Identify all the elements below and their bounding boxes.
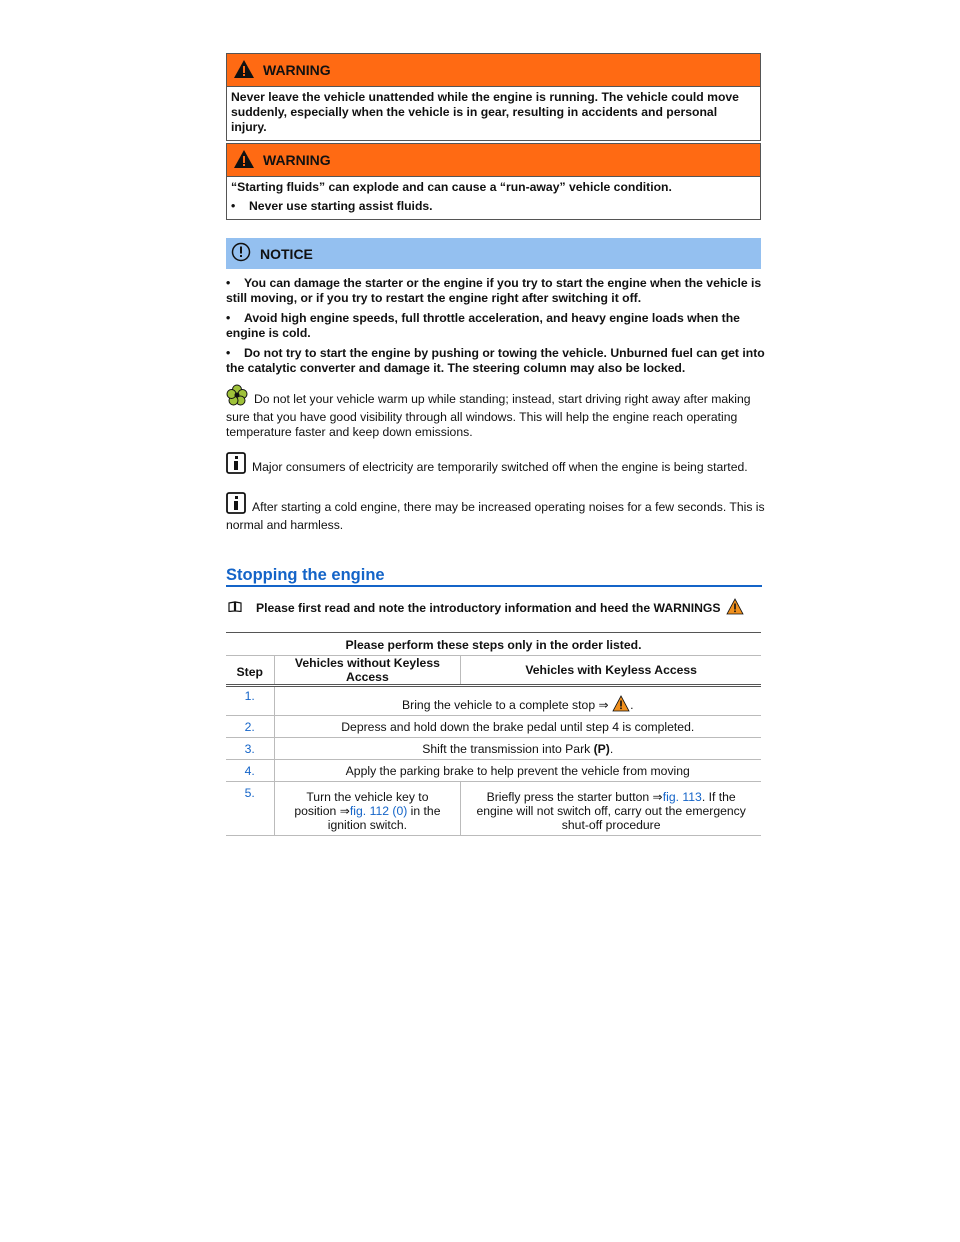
section-heading: Stopping the engine <box>226 566 385 584</box>
step-text: Depress and hold down the brake pedal until step 4 is completed. <box>274 716 761 738</box>
table-row <box>226 716 761 738</box>
info-note <box>226 452 766 478</box>
step-number: 3. <box>226 738 274 760</box>
list-item-text: Never use starting assist fluids. <box>249 199 433 213</box>
figure-link[interactable]: fig. 112 (0) <box>349 804 408 818</box>
list-item: • Do not try to start the engine by pushing or towing the vehicle. Unburned fuel can get into the catalytic converter and damage it. The steering column may also be locked. <box>226 346 765 375</box>
table-row <box>226 686 761 716</box>
info-icon <box>226 452 246 478</box>
warning-icon <box>233 149 255 172</box>
step-text: Apply the parking brake to help prevent the vehicle from moving <box>274 760 761 782</box>
list-item: • You can damage the starter or the engine if you try to start the engine when the vehicle is still moving, or if you try to restart the engine right after switching it off. <box>226 276 762 305</box>
warning-triangle-icon[interactable] <box>726 598 744 618</box>
warning-body <box>227 177 760 219</box>
step-text-pre: Briefly press the starter button ⇒ <box>486 790 663 804</box>
info-note-text: After starting a cold engine, there may be increased operating noises for a few seconds. This is normal and harmless. <box>226 500 765 532</box>
warning-triangle-icon[interactable] <box>612 695 630 715</box>
warning-box-1 <box>226 53 761 141</box>
list-item: • Avoid high engine speeds, full throttle acceleration, and heavy engine loads when the engine is cold. <box>226 311 740 340</box>
step-number: 1. <box>226 686 274 716</box>
step-text-pre: Bring the vehicle to a complete stop ⇒ <box>402 698 609 712</box>
table-header-row <box>226 656 761 686</box>
table-row <box>226 760 761 782</box>
list-item-text: Do not try to start the engine by pushing or towing the vehicle. Unburned fuel can get into the catalytic converter and damage it. The steering column may also be locked. <box>226 346 765 375</box>
header-step: Step <box>226 656 274 686</box>
step-text-post: . <box>630 698 634 712</box>
info-note-text: Major consumers of electricity are temporarily switched off when the engine is being started. <box>252 460 748 474</box>
step-text-post: . <box>609 742 614 756</box>
step-number: 4. <box>226 760 274 782</box>
warning-title: WARNING <box>263 152 331 168</box>
step-text <box>274 738 761 760</box>
table-row <box>226 738 761 760</box>
flower-icon <box>226 384 248 410</box>
info-note <box>226 492 766 533</box>
notice-title: NOTICE <box>260 245 313 262</box>
book-icon <box>228 601 242 615</box>
intro-line <box>226 598 744 618</box>
step-text-pre: Turn the vehicle key to position ⇒ <box>294 790 429 818</box>
list-item: • Never use starting assist fluids. <box>231 199 433 213</box>
header-without-keyless: Vehicles without Keyless Access <box>274 656 461 686</box>
info-icon <box>226 492 246 518</box>
step-number: 2. <box>226 716 274 738</box>
step-text-with-keyless <box>461 782 761 836</box>
table-top-rule <box>226 632 761 633</box>
step-text-post: . If the engine will not switch off, carry out the emergency shut-off procedure <box>476 790 746 832</box>
step-text <box>274 686 761 716</box>
steps-table <box>226 655 761 836</box>
notice-icon <box>231 242 251 265</box>
step-text-pre: Shift the transmission into Park <box>422 742 594 756</box>
notice-list <box>226 276 766 381</box>
step-text-without-keyless <box>274 782 461 836</box>
environment-note <box>226 384 766 440</box>
park-label: (P) <box>593 742 610 756</box>
heading-rule <box>226 585 762 587</box>
warning-text: Never leave the vehicle unattended while the engine is running. The vehicle could move suddenly, especially when the vehicle is in gear, resulting in accidents and personal injury. <box>231 90 739 134</box>
warning-icon <box>233 59 255 82</box>
warning-header <box>227 54 760 87</box>
warning-box-2 <box>226 143 761 220</box>
notice-header <box>226 238 761 269</box>
header-with-keyless: Vehicles with Keyless Access <box>461 656 761 686</box>
warning-text: “Starting fluids” can explode and can cause a “run-away” vehicle condition. <box>231 180 672 194</box>
list-item-text: Avoid high engine speeds, full throttle acceleration, and heavy engine loads when the engine is cold. <box>226 311 740 340</box>
warning-title: WARNING <box>263 62 331 78</box>
figure-link[interactable]: fig. 113 <box>662 790 702 804</box>
intro-text: Please first read and note the introductory information and heed the WARNINGS <box>256 601 721 615</box>
table-caption: Please perform these steps only in the order listed. <box>345 638 642 652</box>
list-item-text: You can damage the starter or the engine if you try to start the engine when the vehicle is still moving, or if you try to restart the engine right after switching it off. <box>226 276 762 305</box>
table-row <box>226 782 761 836</box>
step-number: 5. <box>226 782 274 836</box>
step-text-post: in the ignition switch. <box>327 804 441 832</box>
warning-header <box>227 144 760 177</box>
environment-note-text: Do not let your vehicle warm up while standing; instead, start driving right away after making sure that you have good visibility through all windows. This will help the engine reach operating temperature faster and keep down emissions. <box>226 392 751 439</box>
